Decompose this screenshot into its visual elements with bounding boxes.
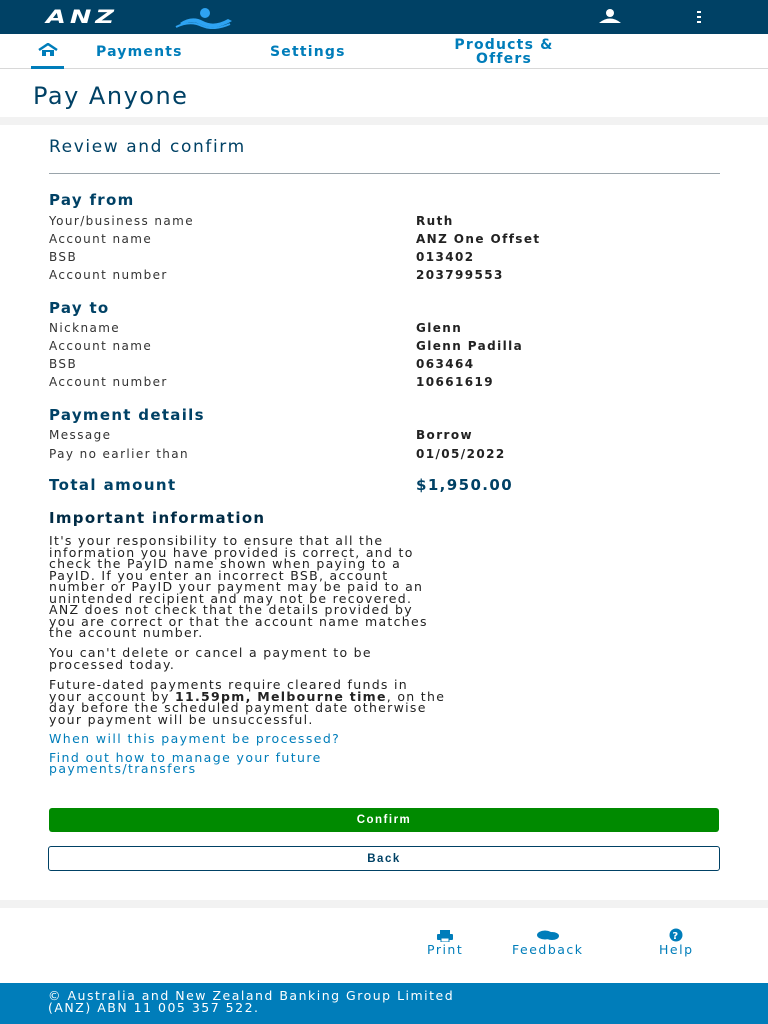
payment-details-heading: Payment details <box>49 406 205 424</box>
future-dated-paragraph: Future-dated payments require cleared funds in your account by 11.59pm, Melbourne time, on the day before the scheduled payment date otherwise your payment will be unsuccessful. <box>49 677 446 727</box>
review-rule <box>49 173 720 174</box>
row-label: BSB <box>49 357 78 371</box>
top-bar <box>0 0 768 34</box>
detail-row <box>49 250 720 268</box>
feedback-link[interactable] <box>512 928 584 957</box>
row-value: ANZ One Offset <box>416 232 541 246</box>
row-label: Account number <box>49 268 168 282</box>
page-title: Pay Anyone <box>33 82 189 110</box>
detail-row <box>49 447 720 465</box>
row-value: Ruth <box>416 214 454 228</box>
nav-settings[interactable]: Settings <box>270 43 346 60</box>
row-value: 013402 <box>416 250 475 264</box>
row-value: 01/05/2022 <box>416 447 506 461</box>
row-label: BSB <box>49 250 78 264</box>
back-button[interactable]: Back <box>48 846 720 871</box>
row-value: Borrow <box>416 428 473 442</box>
manage-future-payments-link[interactable]: Find out how to manage your future payments/transfers <box>49 750 322 776</box>
help-question-icon <box>669 928 683 942</box>
row-label: Nickname <box>49 321 121 335</box>
important-info-heading: Important information <box>49 509 266 527</box>
detail-row <box>49 357 720 375</box>
responsibility-paragraph: It's your responsibility to ensure that all the information you have provided is correct, and to check the PayID name shown when paying to a PayID. If you enter an incorrect BSB, account number or PayID your payment may be paid to an unintended recipient and may not be recovered. ANZ does not check that the details provided by you are correct or that the account name matches the account number. <box>49 533 428 640</box>
copyright-text: © Australia and New Zealand Banking Group Limited (ANZ) ABN 11 005 357 522. <box>48 988 455 1015</box>
detail-row <box>49 321 720 339</box>
review-title: Review and confirm <box>49 137 246 157</box>
detail-row <box>49 232 720 250</box>
detail-row <box>49 268 720 286</box>
feedback-label: Feedback <box>512 942 584 957</box>
total-value: $1,950.00 <box>416 476 514 494</box>
footer <box>0 983 768 1024</box>
help-label: Help <box>659 942 694 957</box>
cancel-paragraph: You can't delete or cancel a payment to be processed today. <box>49 645 372 672</box>
help-link[interactable] <box>659 928 694 957</box>
print-link[interactable] <box>427 928 463 957</box>
nav-home[interactable] <box>31 34 64 69</box>
section-divider <box>0 117 768 125</box>
detail-row <box>49 428 720 446</box>
anz-people-icon <box>170 5 240 29</box>
main-nav <box>0 34 768 69</box>
row-value: Glenn Padilla <box>416 339 524 353</box>
row-value: 10661619 <box>416 375 494 389</box>
detail-row <box>49 375 720 393</box>
row-label: Pay no earlier than <box>49 447 190 461</box>
row-label: Account name <box>49 232 153 246</box>
more-menu-icon[interactable] <box>694 9 704 25</box>
pay-from-heading: Pay from <box>49 191 135 209</box>
nav-payments[interactable]: Payments <box>96 43 183 60</box>
row-label: Message <box>49 428 112 442</box>
row-label: Account name <box>49 339 153 353</box>
nav-products-offers[interactable] <box>424 34 584 69</box>
svg-text:?: ? <box>672 931 680 942</box>
row-value: 203799553 <box>416 268 504 282</box>
row-value: 063464 <box>416 357 475 371</box>
detail-row <box>49 214 720 232</box>
brand-wordmark: ANZ <box>46 6 119 28</box>
printer-icon <box>436 930 454 942</box>
user-profile-icon[interactable] <box>597 8 623 24</box>
print-label: Print <box>427 942 464 957</box>
detail-row <box>49 339 720 357</box>
confirm-button[interactable]: Confirm <box>49 808 719 832</box>
feedback-chat-icon <box>536 930 560 942</box>
row-label: Your/business name <box>49 214 195 228</box>
row-label: Account number <box>49 375 168 389</box>
anz-logo[interactable] <box>46 5 119 29</box>
nav-products-line2: Offers <box>475 50 532 67</box>
row-value: Glenn <box>416 321 463 335</box>
pay-to-heading: Pay to <box>49 299 110 317</box>
home-icon <box>37 43 59 57</box>
nav-products-line1: Products & <box>454 36 554 53</box>
total-label: Total amount <box>49 476 177 494</box>
total-amount-row <box>49 476 720 494</box>
payment-processed-link[interactable]: When will this payment be processed? <box>49 731 341 746</box>
section-divider <box>0 900 768 908</box>
